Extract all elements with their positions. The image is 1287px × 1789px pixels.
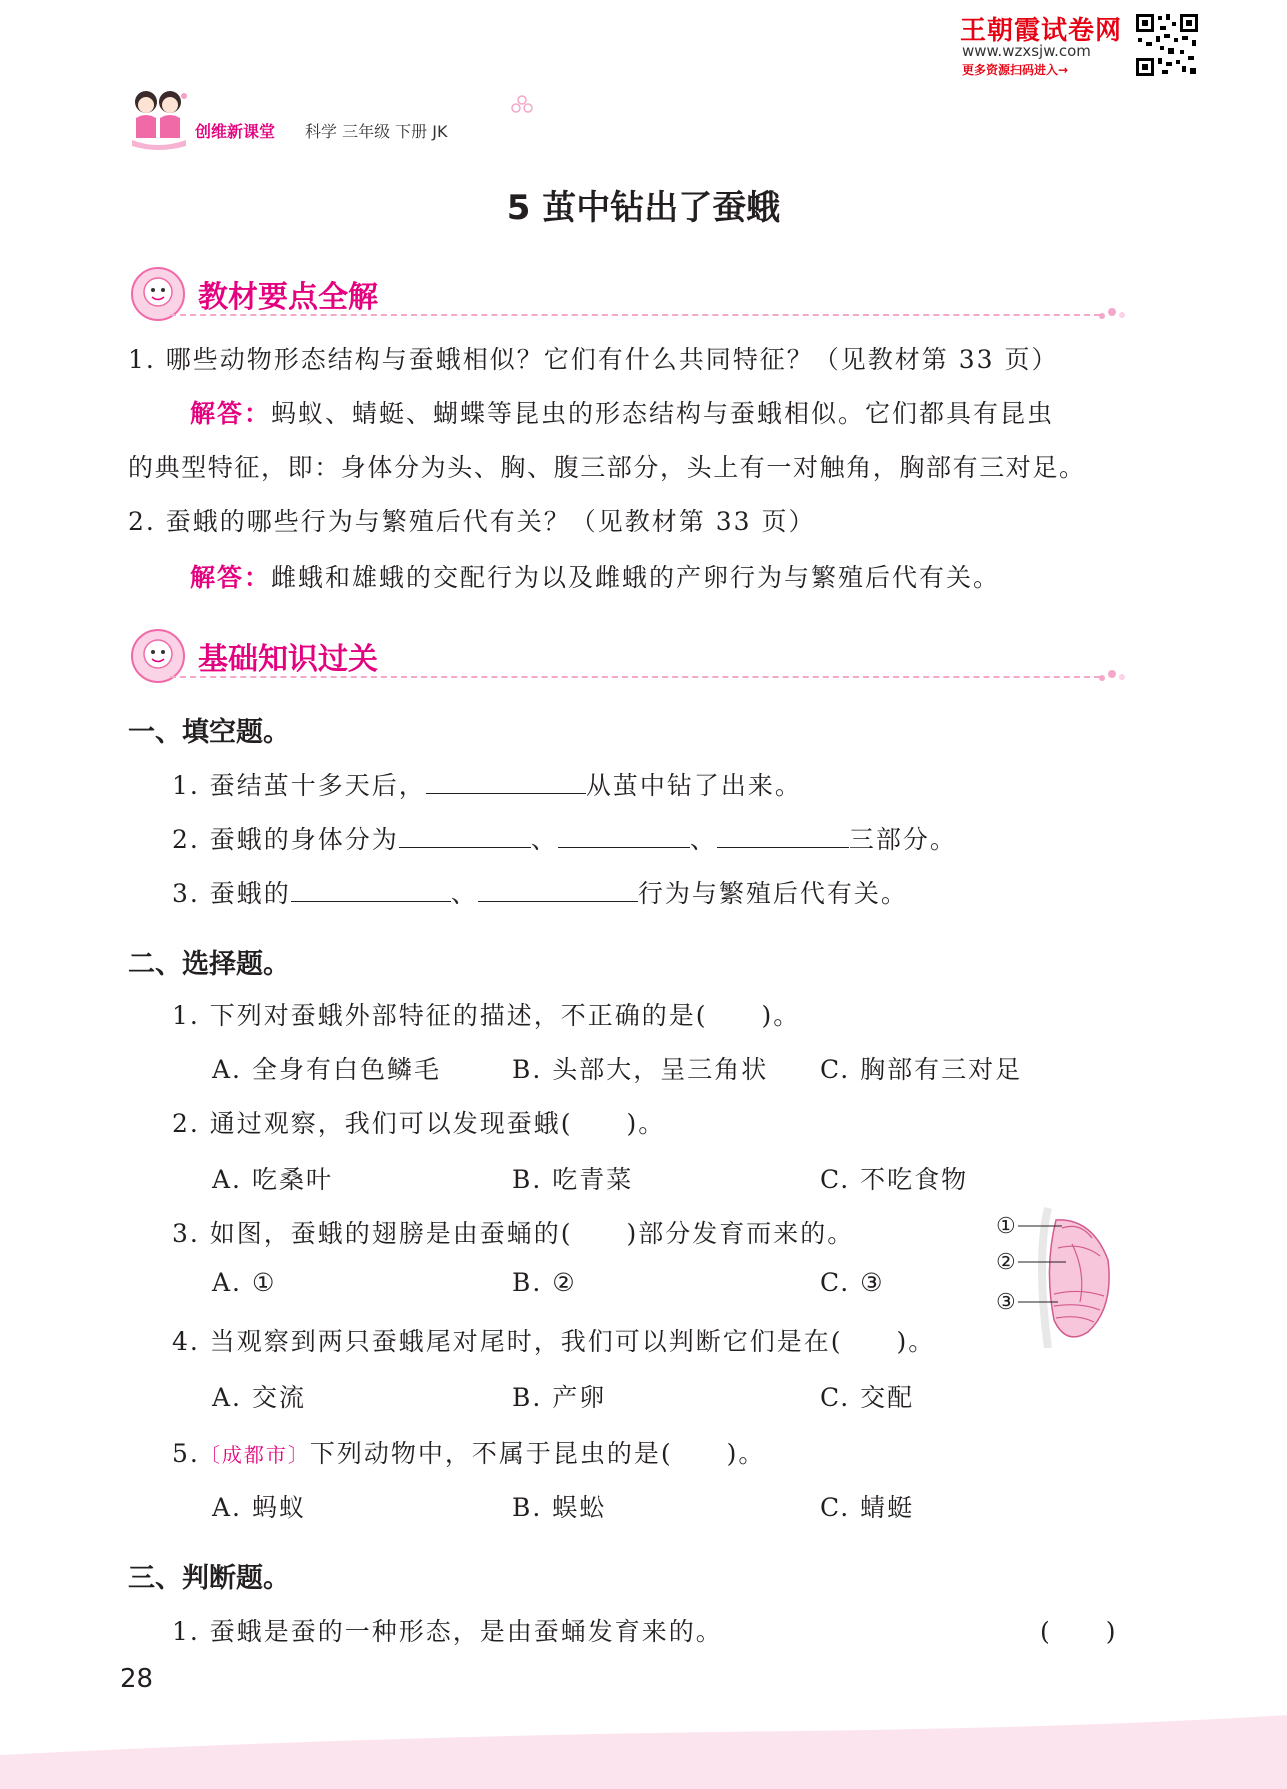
- answer-label: 解答：: [190, 399, 272, 428]
- brand-url[interactable]: www.wzxsjw.com: [962, 42, 1091, 60]
- question-text: 行为与繁殖后代有关。: [637, 879, 908, 908]
- option-a[interactable]: A. 全身有白色鳞毛: [212, 1055, 441, 1084]
- brand-tip: 更多资源扫码进入→: [962, 63, 1069, 77]
- question-text: 2. 蚕蛾的身体分为: [172, 825, 399, 854]
- qr-code-icon[interactable]: [1134, 12, 1200, 78]
- question-text: 1. 蚕结茧十多天后，: [172, 771, 426, 800]
- option-b[interactable]: B. 头部大，呈三角状: [512, 1055, 769, 1084]
- key-answer-1-line2: 的典型特征，即：身体分为头、胸、腹三部分，头上有一对触角，胸部有三对足。: [128, 453, 1086, 482]
- region-tag: 〔成都市〕: [199, 1443, 310, 1467]
- option-b[interactable]: B. ②: [512, 1268, 577, 1297]
- section-title: 基础知识过关: [198, 642, 378, 677]
- judge-question-1: 1. 蚕蛾是蚕的一种形态，是由蚕蛹发育来的。: [172, 1617, 723, 1646]
- question-text: 三部分。: [848, 825, 957, 854]
- figure-label-2: ②: [996, 1250, 1016, 1275]
- choice-heading: 二、选择题。: [128, 949, 290, 980]
- fill-question-1: [172, 766, 802, 802]
- option-b[interactable]: B. 吃青菜: [512, 1165, 634, 1194]
- answer-blank[interactable]: [426, 771, 586, 794]
- answer-blank[interactable]: [717, 825, 849, 848]
- judge-heading: 三、判断题。: [128, 1563, 290, 1594]
- option-a[interactable]: A. 蚂蚁: [212, 1493, 306, 1522]
- section-title: 教材要点全解: [198, 280, 378, 315]
- option-a[interactable]: A. 交流: [212, 1383, 306, 1412]
- dashed-divider: [170, 314, 1100, 316]
- separator: 、: [689, 825, 717, 854]
- option-c[interactable]: C. 交配: [820, 1383, 915, 1412]
- choice-question-5: [172, 1434, 765, 1470]
- option-c[interactable]: C. ③: [820, 1268, 885, 1297]
- fill-heading: 一、填空题。: [128, 717, 290, 748]
- dots-decoration-icon: [1098, 304, 1126, 322]
- book-info: 科学 三年级 下册 JK: [305, 122, 448, 141]
- pupa-figure: [996, 1198, 1116, 1348]
- kids-logo-icon: [128, 88, 190, 154]
- page-title: 5 茧中钻出了蚕蛾: [506, 188, 781, 228]
- choice-question-2: 2. 通过观察，我们可以发现蚕蛾( )。: [172, 1109, 666, 1138]
- answer-text: 蚂蚁、蜻蜓、蝴蝶等昆虫的形态结构与蚕蛾相似。它们都具有昆虫: [271, 399, 1055, 428]
- option-c[interactable]: C. 蜻蜓: [820, 1493, 915, 1522]
- choice-question-1: 1. 下列对蚕蛾外部特征的描述，不正确的是( )。: [172, 1001, 801, 1030]
- dots-decoration-icon: [1098, 666, 1126, 684]
- key-question-1: 1. 哪些动物形态结构与蚕蛾相似？它们有什么共同特征？（见教材第 33 页）: [128, 345, 1059, 374]
- question-number: 5.: [172, 1439, 200, 1468]
- brand-name: 王朝霞试卷网: [960, 16, 1123, 46]
- series-name: 创维新课堂: [195, 122, 276, 141]
- figure-label-1: ①: [996, 1214, 1016, 1239]
- option-b[interactable]: B. 蜈蚣: [512, 1493, 607, 1522]
- option-a[interactable]: A. 吃桑叶: [212, 1165, 333, 1194]
- page-number: 28: [120, 1664, 154, 1694]
- answer-blank[interactable]: [558, 825, 690, 848]
- question-text: 3. 蚕蛾的: [172, 879, 291, 908]
- figure-label-3: ③: [996, 1290, 1016, 1315]
- separator: 、: [450, 879, 478, 908]
- question-text: 从茧中钻了出来。: [585, 771, 802, 800]
- option-b[interactable]: B. 产卵: [512, 1383, 607, 1412]
- answer-label: 解答：: [190, 563, 272, 592]
- bottom-decoration-band: [0, 1715, 1287, 1789]
- option-c[interactable]: C. 胸部有三对足: [820, 1055, 1023, 1084]
- flower-decoration-icon: [510, 94, 534, 118]
- answer-blank[interactable]: [399, 825, 531, 848]
- fill-question-3: [172, 874, 908, 910]
- key-answer-2: [190, 558, 1000, 594]
- option-a[interactable]: A. ①: [212, 1268, 277, 1297]
- section-header-basic-knowledge: [130, 624, 1130, 686]
- dashed-divider: [170, 676, 1100, 678]
- option-c[interactable]: C. 不吃食物: [820, 1165, 969, 1194]
- answer-blank[interactable]: [291, 879, 451, 902]
- choice-question-3: 3. 如图，蚕蛾的翅膀是由蚕蛹的( )部分发育而来的。: [172, 1219, 855, 1248]
- section-header-key-points: [130, 262, 1130, 324]
- fill-question-2: [172, 820, 957, 856]
- key-answer-1-line1: [190, 394, 1054, 430]
- answer-blank[interactable]: [478, 879, 638, 902]
- key-question-2: 2. 蚕蛾的哪些行为与繁殖后代有关？（见教材第 33 页）: [128, 507, 816, 536]
- question-text: 下列动物中，不属于昆虫的是( )。: [309, 1439, 766, 1468]
- answer-bracket[interactable]: ( ): [1040, 1617, 1118, 1646]
- answer-text: 雌蛾和雄蛾的交配行为以及雌蛾的产卵行为与繁殖后代有关。: [271, 563, 1001, 592]
- choice-question-4: 4. 当观察到两只蚕蛾尾对尾时，我们可以判断它们是在( )。: [172, 1327, 936, 1356]
- separator: 、: [530, 825, 558, 854]
